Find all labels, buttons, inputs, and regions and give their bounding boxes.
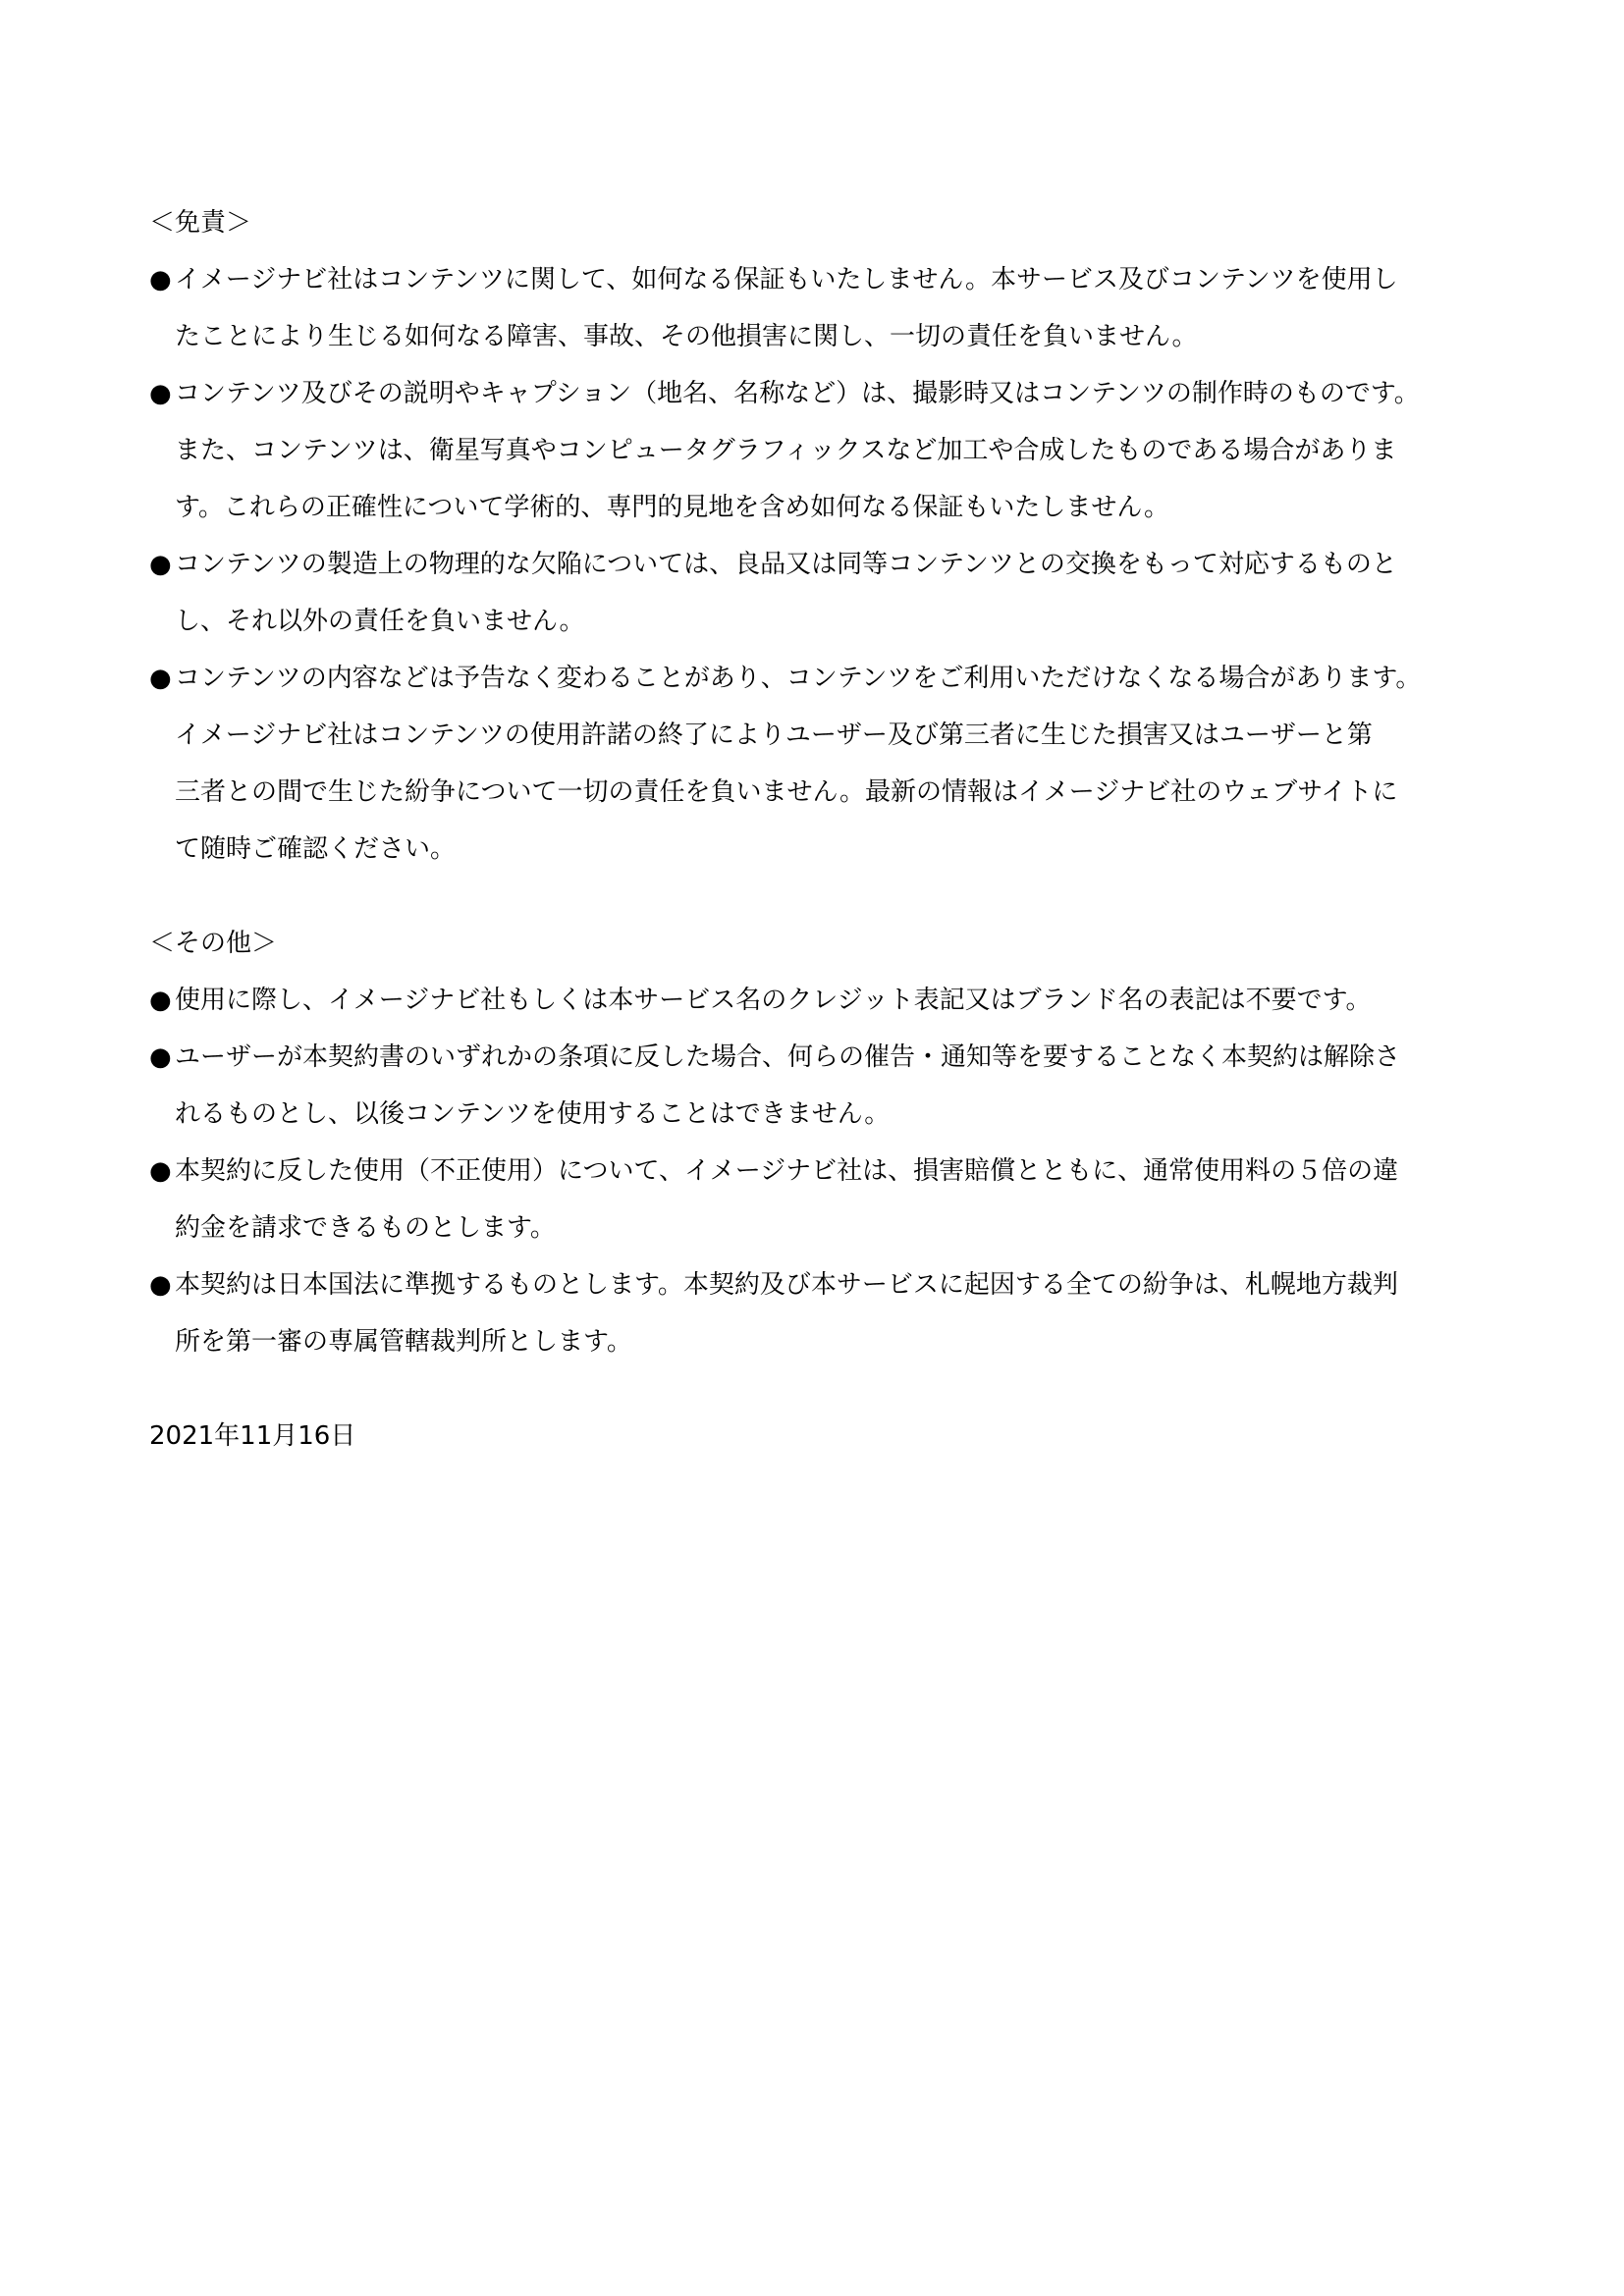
list-item xyxy=(149,1256,1504,1370)
bullet-icon: ● xyxy=(149,1270,172,1300)
list-item xyxy=(149,536,1504,650)
other-heading: ＜その他＞ xyxy=(149,929,278,958)
disclaimer-section xyxy=(149,194,1504,878)
list-item-line: 本契約に反した使用（不正使用）について、イメージナビ社は、損害賠償とともに、通常使用料の５倍の違 xyxy=(175,1156,1399,1186)
list-item-line: れるものとし、以後コンテンツを使用することはできません。 xyxy=(175,1099,891,1129)
bullet-icon: ● xyxy=(149,265,172,294)
list-item-line: 所を第一審の専属管轄裁判所とします。 xyxy=(175,1327,632,1357)
list-item-line: イメージナビ社はコンテンツの使用許諾の終了によりユーザー及び第三者に生じた損害又はユーザーと第 xyxy=(175,721,1373,750)
list-item-line: 本契約は日本国法に準拠するものとします。本契約及び本サービスに起因する全ての紛争は、札幌地方裁判 xyxy=(175,1270,1398,1300)
list-item-line: イメージナビ社はコンテンツに関して、如何なる保証もいたしません。本サービス及びコンテンツを使用し xyxy=(175,265,1398,294)
list-item-line: たことにより生じる如何なる障害、事故、その他損害に関し、一切の責任を負いません。 xyxy=(175,322,1198,351)
list-item-line: 三者との間で生じた紛争について一切の責任を負いません。最新の情報はイメージナビ社のウェブサイトに xyxy=(175,777,1398,807)
list-item-line: ユーザーが本契約書のいずれかの条項に反した場合、何らの催告・通知等を要することなく本契約は解除さ xyxy=(175,1042,1401,1072)
bullet-icon: ● xyxy=(149,986,172,1015)
list-item xyxy=(149,1143,1504,1256)
list-item xyxy=(149,365,1504,536)
list-item xyxy=(149,1029,1504,1143)
list-item xyxy=(149,650,1504,878)
list-item-line: し、それ以外の責任を負いません。 xyxy=(175,607,585,636)
bullet-icon: ● xyxy=(149,1156,172,1186)
list-item-line: コンテンツの製造上の物理的な欠陥については、良品又は同等コンテンツとの交換をもって対応するものと xyxy=(175,550,1397,579)
bullet-icon: ● xyxy=(149,550,172,579)
disclaimer-heading: ＜免責＞ xyxy=(149,208,252,238)
list-item xyxy=(149,251,1504,365)
list-item xyxy=(149,972,1504,1029)
list-item-line: 使用に際し、イメージナビ社もしくは本サービス名のクレジット表記又はブランド名の表記は不要です。 xyxy=(175,986,1372,1015)
document-date: 2021年11月16日 xyxy=(149,1421,356,1451)
bullet-icon: ● xyxy=(149,664,172,693)
list-item-line: コンテンツの内容などは予告なく変わることがあり、コンテンツをご利用いただけなくなる場合があります。 xyxy=(175,664,1422,693)
other-section xyxy=(149,915,1504,1370)
list-item-line: て随時ご確認ください。 xyxy=(175,834,457,864)
document-body xyxy=(149,194,1504,1465)
bullet-icon: ● xyxy=(149,1042,172,1072)
other-list xyxy=(149,972,1504,1370)
list-item-line: コンテンツ及びその説明やキャプション（地名、名称など）は、撮影時又はコンテンツの制作時のものです。 xyxy=(175,379,1420,408)
list-item-line: また、コンテンツは、衛星写真やコンピュータグラフィックスなど加工や合成したものである場合がありま xyxy=(175,436,1397,465)
section-spacer xyxy=(149,878,1504,915)
disclaimer-list xyxy=(149,251,1504,878)
bullet-icon: ● xyxy=(149,379,172,408)
list-item-line: 約金を請求できるものとします。 xyxy=(175,1213,556,1243)
list-item-line: す。これらの正確性について学術的、専門的見地を含め如何なる保証もいたしません。 xyxy=(175,493,1169,522)
